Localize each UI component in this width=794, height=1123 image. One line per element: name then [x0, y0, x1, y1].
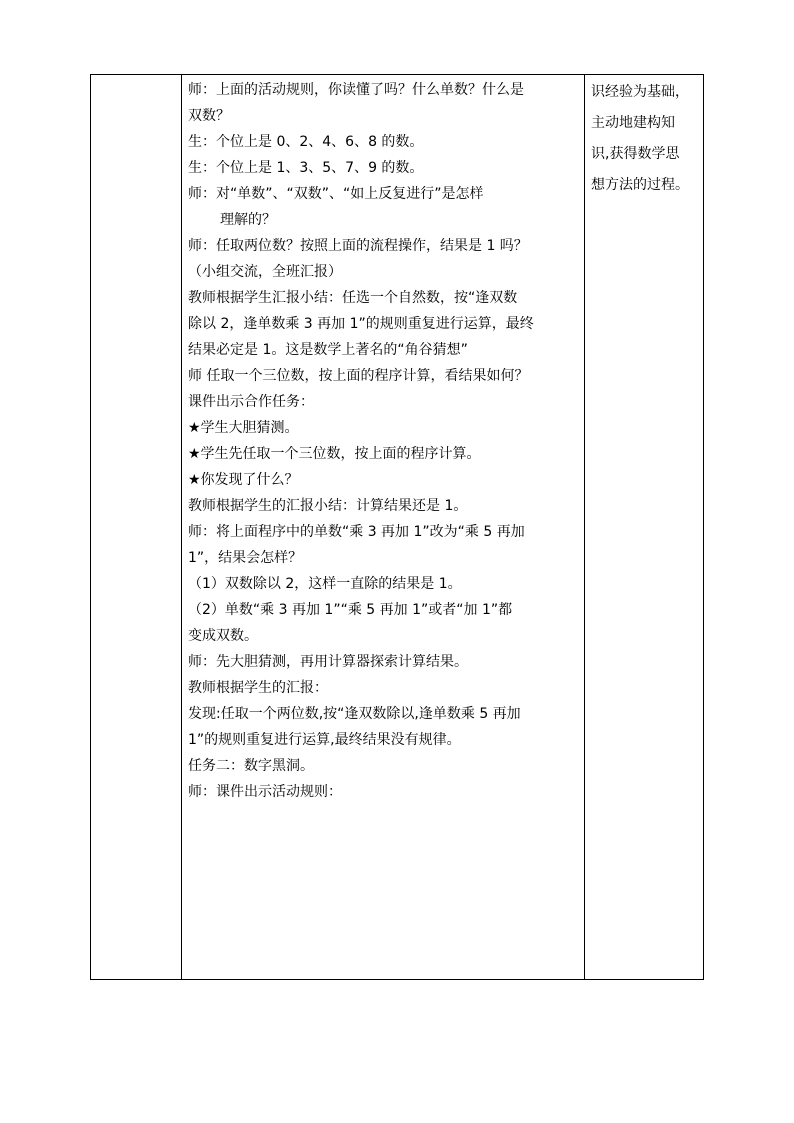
- lesson-plan-table: [90, 74, 704, 980]
- text-line: ★你发现了什么？: [188, 472, 299, 488]
- text-line: 理解的？: [220, 212, 276, 228]
- text-line: 结果必定是 1。这是数学上著名的“角谷猜想”: [188, 342, 468, 358]
- text-line: 课件出示合作任务：: [188, 394, 314, 410]
- text-line: 师 任取一个三位数，按上面的程序计算，看结果如何？: [188, 368, 529, 384]
- table-row: [91, 75, 704, 980]
- text-line: 1”，结果会怎样？: [188, 550, 303, 566]
- text-line: 师：课件出示活动规则：: [188, 784, 342, 800]
- text-line: （2）单数“乘 3 再加 1”“乘 5 再加 1”或者“加 1”都: [188, 602, 513, 618]
- text-line: 想方法的过程。: [591, 177, 689, 193]
- text-line: ★学生大胆猜测。: [188, 420, 299, 436]
- text-line: （小组交流，全班汇报）: [188, 264, 342, 280]
- design-intent-cell: [585, 75, 704, 980]
- teaching-process-text: [182, 75, 584, 805]
- text-line: 师：任取两位数？按照上面的流程操作，结果是 1 吗？: [188, 238, 528, 254]
- text-line: 主动地建构知: [591, 115, 675, 131]
- text-line: 除以 2，逢单数乘 3 再加 1”的规则重复进行运算，最终: [188, 316, 534, 332]
- text-line: 师：将上面程序中的单数“乘 3 再加 1”改为“乘 5 再加: [188, 524, 525, 540]
- text-line: 师：上面的活动规则，你读懂了吗？什么单数？什么是: [188, 82, 524, 98]
- teaching-process-cell: [182, 75, 585, 980]
- stage-cell: [91, 75, 182, 980]
- text-line: ★学生先任取一个三位数，按上面的程序计算。: [188, 446, 481, 462]
- text-line: 识,获得数学思: [591, 146, 680, 162]
- text-line: 生：个位上是 0、2、4、6、8 的数。: [188, 134, 424, 150]
- text-line: （1）双数除以 2，这样一直除的结果是 1。: [188, 576, 462, 592]
- design-intent-text: [585, 75, 703, 201]
- text-line: 教师根据学生的汇报：: [188, 680, 328, 696]
- text-line: 双数？: [188, 108, 230, 124]
- text-line: 1”的规则重复进行运算,最终结果没有规律。: [188, 732, 461, 748]
- text-line: 生：个位上是 1、3、5、7、9 的数。: [188, 160, 424, 176]
- text-line: 师：对“单数”、“双数”、“如上反复进行”是怎样: [188, 186, 484, 202]
- text-line: 发现:任取一个两位数,按“逢双数除以,逢单数乘 5 再加: [188, 706, 521, 722]
- text-line: 教师根据学生的汇报小结：计算结果还是 1。: [188, 498, 468, 514]
- text-line: 师：先大胆猜测，再用计算器探索计算结果。: [188, 654, 468, 670]
- text-line: 任务二：数字黑洞。: [188, 758, 314, 774]
- text-line: 教师根据学生汇报小结：任选一个自然数，按“逢双数: [188, 290, 518, 306]
- text-line: 识经验为基础，: [591, 84, 689, 100]
- text-line: 变成双数。: [188, 628, 258, 644]
